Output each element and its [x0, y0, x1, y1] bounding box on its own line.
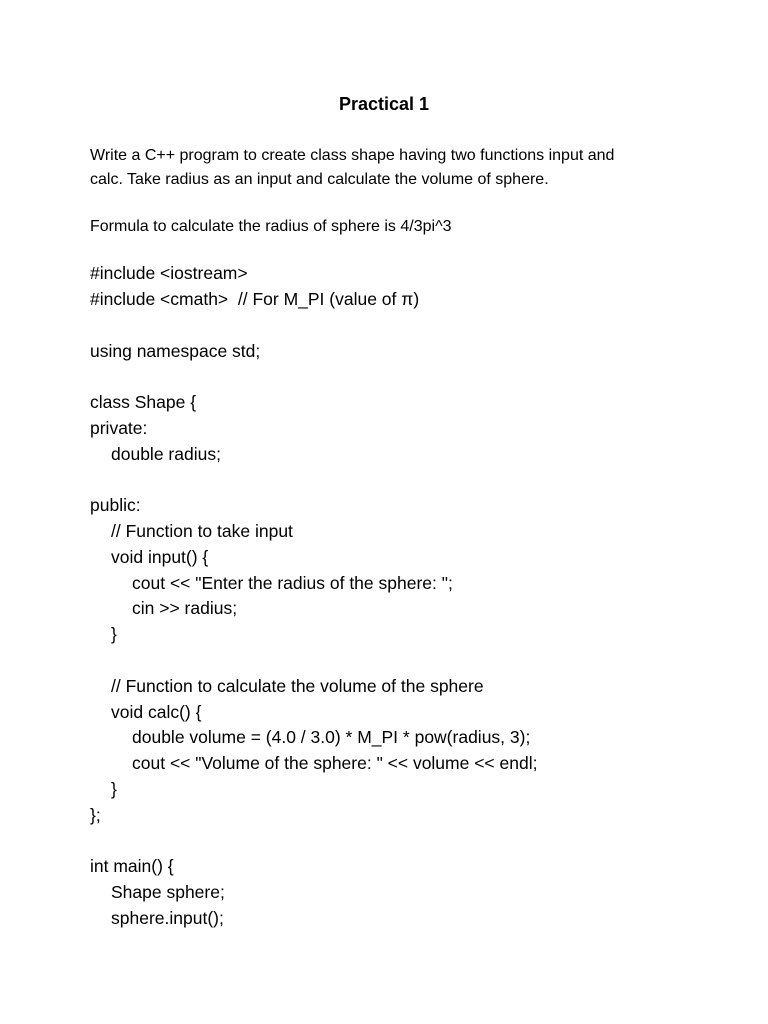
code-line-comment-calc: // Function to calculate the volume of the sphere	[111, 675, 484, 696]
code-line-blank	[90, 648, 730, 674]
code-line-cout-volume: cout << "Volume of the sphere: " << volume << endl;	[132, 753, 538, 774]
code-line-shape-decl: Shape sphere;	[111, 882, 225, 903]
task-description	[90, 144, 690, 192]
task-line-1: Write a C++ program to create class shape having two functions input and	[90, 147, 615, 164]
code-line-call-input: sphere.input();	[111, 907, 224, 928]
code-line-include-iostream: #include <iostream>	[90, 263, 248, 283]
code-line-class-end: };	[90, 804, 101, 825]
code-line-class-decl: class Shape {	[90, 392, 197, 412]
code-line-close-calc: }	[111, 778, 117, 799]
code-line-private: private:	[90, 417, 148, 438]
code-line-cin-radius: cin >> radius;	[132, 598, 238, 619]
code-line-blank	[90, 467, 730, 493]
formula-text: Formula to calculate the radius of sphere is 4/3pi^3	[90, 218, 452, 235]
code-line-radius-member: double radius;	[111, 443, 221, 464]
code-line-volume-calc: double volume = (4.0 / 3.0) * M_PI * pow(radius, 3);	[132, 727, 531, 748]
code-line-include-cmath: #include <cmath> // For M_PI (value of π)	[90, 288, 420, 309]
code-block-includes	[90, 261, 730, 313]
code-line-using-namespace: using namespace std;	[90, 341, 261, 361]
task-line-2: calc. Take radius as an input and calculate the volume of sphere.	[90, 171, 549, 188]
code-line-input-sig: void input() {	[111, 546, 209, 567]
code-line-blank	[90, 829, 730, 855]
code-block-namespace	[90, 339, 730, 365]
code-line-public: public:	[90, 495, 141, 516]
code-line-comment-input: // Function to take input	[111, 520, 293, 541]
code-line-main-sig: int main() {	[90, 856, 174, 877]
code-line-cout-prompt: cout << "Enter the radius of the sphere: ";	[132, 572, 453, 593]
code-line-close-input: }	[111, 624, 117, 645]
page-title: Practical 1	[338, 94, 430, 114]
code-line-calc-sig: void calc() {	[111, 701, 202, 722]
code-block-class	[90, 390, 730, 932]
